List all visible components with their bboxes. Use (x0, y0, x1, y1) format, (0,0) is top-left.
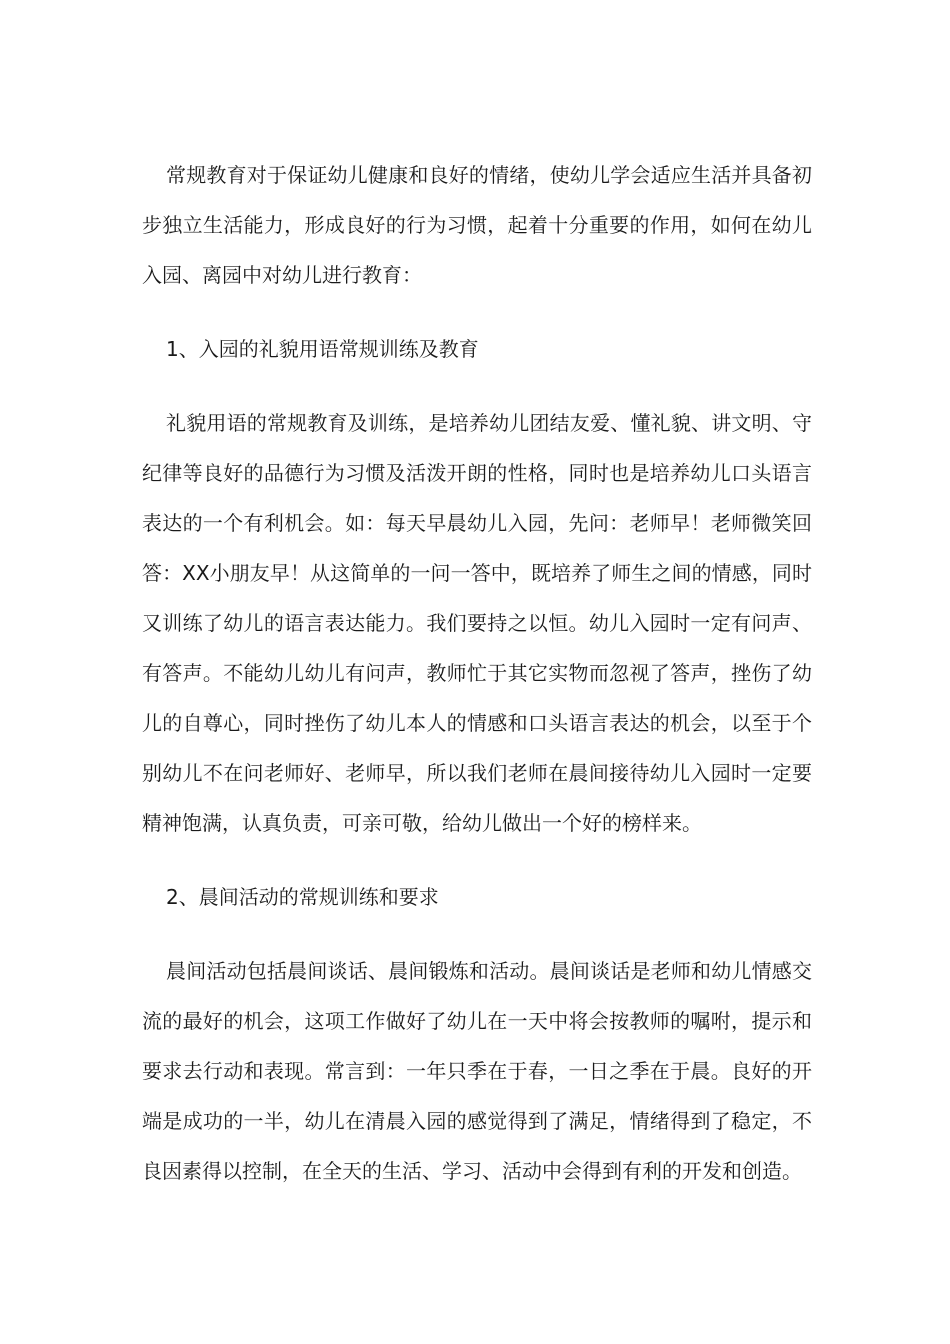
section-2-paragraph: 晨间活动包括晨间谈话、晨间锻炼和活动。晨间谈话是老师和幼儿情感交流的最好的机会，这项工作做好了幼儿在一天中将会按教师的嘱咐，提示和要求去行动和表现。常言到：一年只季在于春，一日之季在于晨。良好的开端是成功的一半，幼儿在清晨入园的感觉得到了满足，情绪得到了稳定，不良因素得以控制，在全天的生活、学习、活动中会得到有利的开发和创造。 (142, 959, 812, 1183)
section-1-heading: 1、入园的礼貌用语常规训练及教育 (166, 337, 479, 361)
intro-paragraph: 常规教育对于保证幼儿健康和良好的情绪，使幼儿学会适应生活并具备初步独立生活能力，形成良好的行为习惯，起着十分重要的作用，如何在幼儿入园、离园中对幼儿进行教育： (142, 163, 812, 287)
section-2-heading: 2、晨间活动的常规训练和要求 (166, 885, 439, 909)
document-body (142, 150, 812, 1220)
section-1-paragraph: 礼貌用语的常规教育及训练，是培养幼儿团结友爱、懂礼貌、讲文明、守纪律等良好的品德行为习惯及活泼开朗的性格，同时也是培养幼儿口头语言表达的一个有利机会。如：每天早晨幼儿入园，先问：老师早！老师微笑回答：XX小朋友早！从这简单的一问一答中，既培养了师生之间的情感，同时又训练了幼儿的语言表达能力。我们要持之以恒。幼儿入园时一定有问声、有答声。不能幼儿幼儿有问声，教师忙于其它实物而忽视了答声，挫伤了幼儿的自尊心，同时挫伤了幼儿本人的情感和口头语言表达的机会，以至于个别幼儿不在问老师好、老师早，所以我们老师在晨间接待幼儿入园时一定要精神饱满，认真负责，可亲可敬，给幼儿做出一个好的榜样来。 (142, 411, 812, 835)
